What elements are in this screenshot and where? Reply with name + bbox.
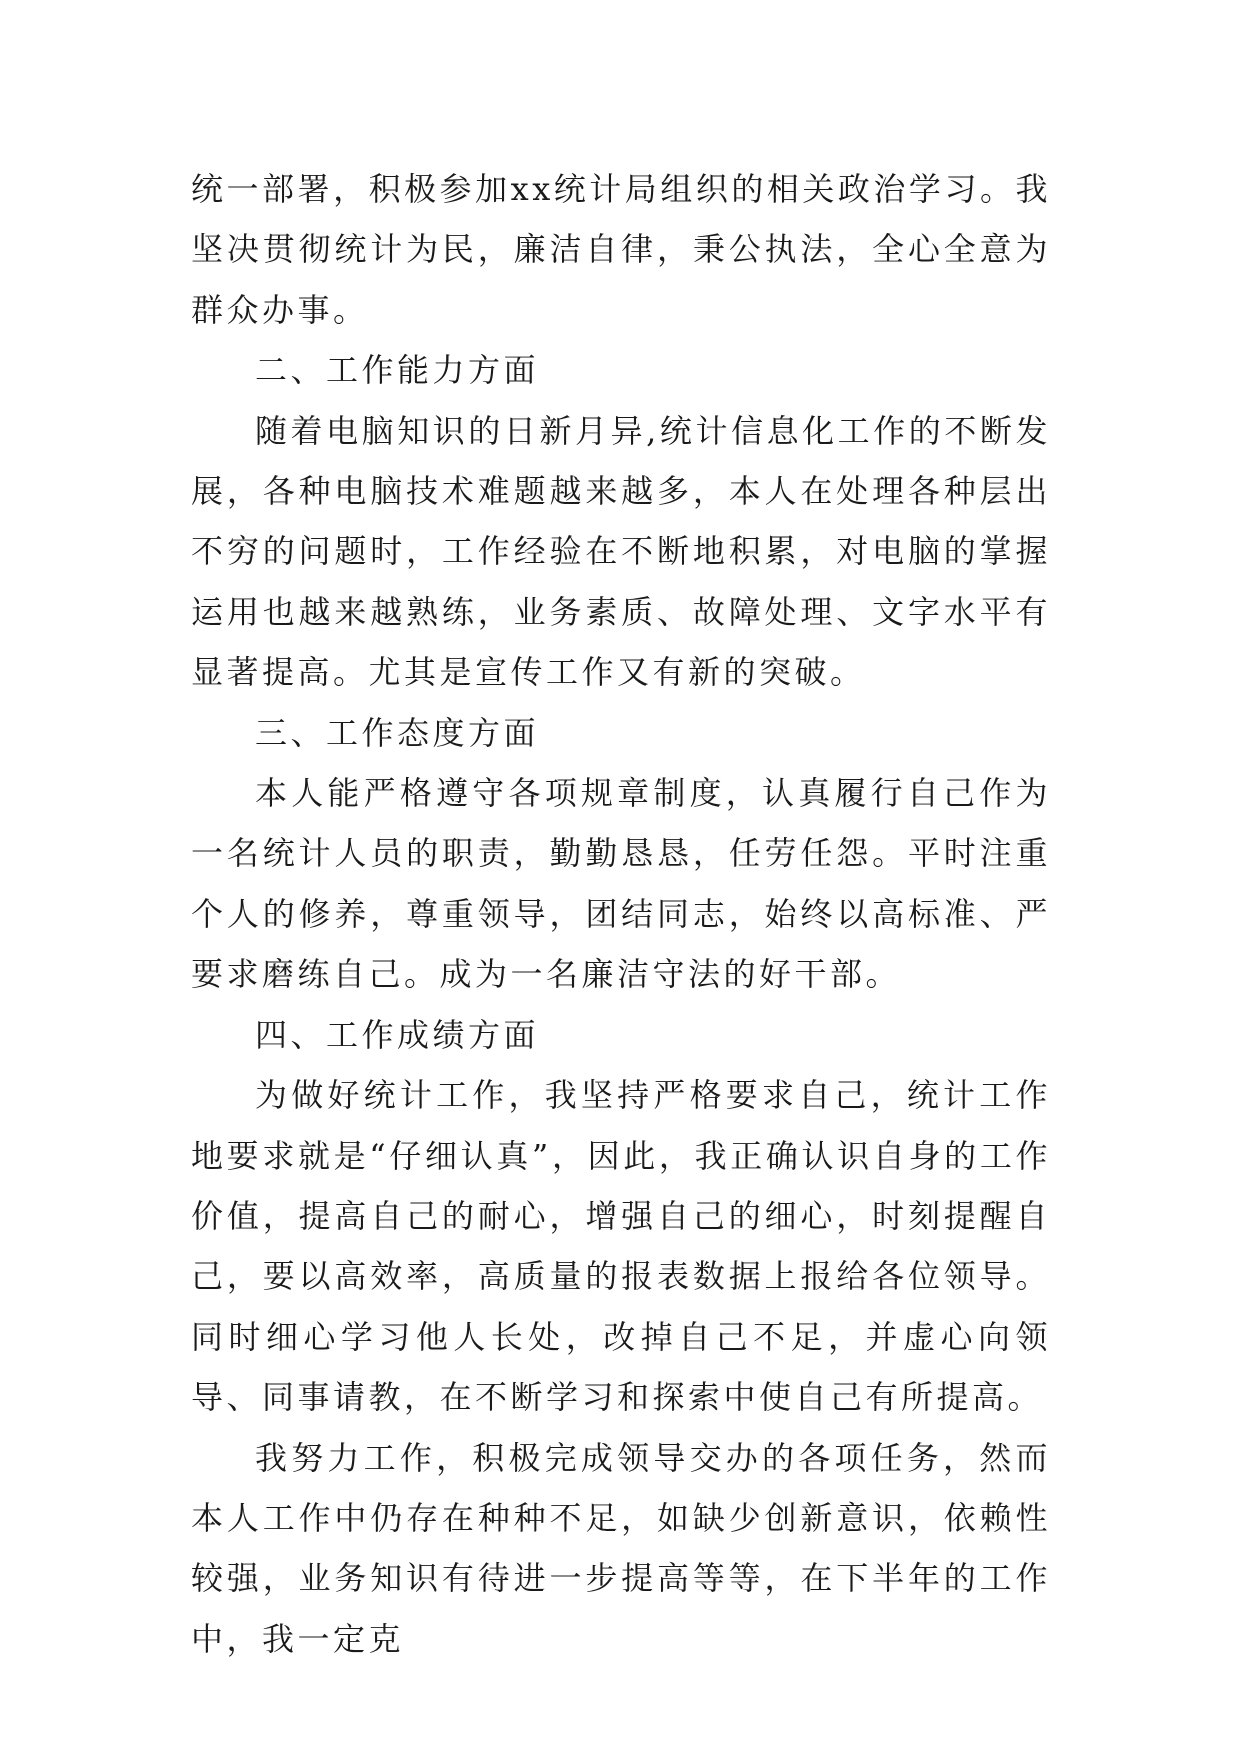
paragraph-work-ability: 随着电脑知识的日新月异,统计信息化工作的不断发展，各种电脑技术难题越来越多，本人在处理各种层出不穷的问题时，工作经验在不断地积累，对电脑的掌握运用也越来越熟练，业务素质、故障处理、文字水平有显著提高。尤其是宣传工作又有新的突破。 [191, 411, 1051, 692]
paragraph-shortcomings: 我努力工作，积极完成领导交办的各项任务，然而本人工作中仍存在种种不足，如缺少创新意识，依赖性较强，业务知识有待进一步提高等等，在下半年的工作中，我一定克 [191, 1438, 1051, 1658]
heading-work-ability: 二、工作能力方面 [255, 351, 540, 390]
heading-work-attitude: 三、工作态度方面 [255, 713, 540, 752]
paragraph-work-attitude: 本人能严格遵守各项规章制度，认真履行自己作为一名统计人员的职责，勤勤恳恳，任劳任怨。平时注重个人的修养，尊重领导，团结同志，始终以高标准、严要求磨练自己。成为一名廉洁守法的好干部。 [191, 774, 1051, 994]
paragraph-political-study: 统一部署，积极参加xx统计局组织的相关政治学习。我坚决贯彻统计为民，廉洁自律，秉公执法，全心全意为群众办事。 [191, 170, 1051, 329]
paragraph-work-results: 为做好统计工作，我坚持严格要求自己，统计工作地要求就是“仔细认真”，因此，我正确认识自身的工作价值，提高自己的耐心，增强自己的细心，时刻提醒自己，要以高效率，高质量的报表数据上报给各位领导。同时细心学习他人长处，改掉自己不足，并虚心向领导、同事请教，在不断学习和探索中使自己有所提高。 [191, 1076, 1051, 1417]
heading-work-results: 四、工作成绩方面 [255, 1015, 540, 1054]
document-body [191, 159, 1051, 1669]
